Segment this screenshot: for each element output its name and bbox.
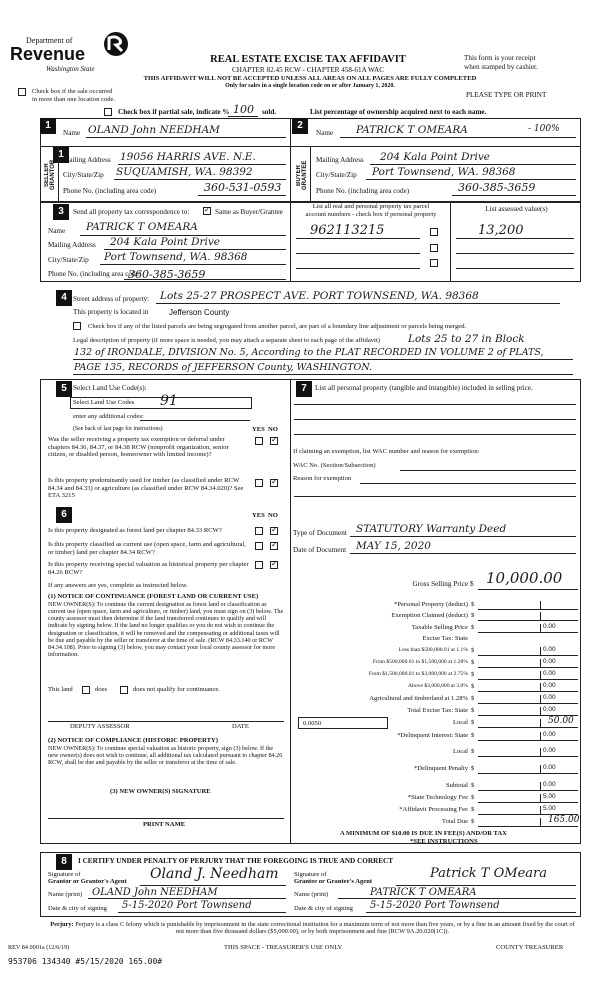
parcel-number[interactable]: 962113215 bbox=[310, 223, 385, 238]
delinq-penalty-value[interactable]: 0.00 bbox=[543, 764, 556, 771]
excise-state-label-label: Excise Tax: State bbox=[422, 635, 468, 642]
grantee-date-city[interactable]: 5-15-2020 Port Townsend bbox=[370, 900, 500, 911]
corr-mail-label: Mailing Address bbox=[48, 241, 96, 249]
taxable-price-label: Taxable Selling Price bbox=[411, 624, 468, 631]
buyer-mail-label: Mailing Address bbox=[316, 156, 364, 164]
tier3-dollar: $ bbox=[471, 671, 475, 678]
exemption-claim-label: If claiming an exemption, list WAC number and reason for exemption: bbox=[293, 448, 480, 455]
tier4-label: Above $3,000,000 at 3.0% bbox=[408, 683, 468, 689]
dor-emblem-icon bbox=[102, 30, 130, 58]
land-not-qualify-label: does not qualify for continuance. bbox=[133, 686, 220, 693]
land-use-label: Select Land Use Code(s): bbox=[73, 384, 147, 392]
doc-date-label: Date of Document bbox=[293, 546, 347, 554]
tech-fee-value[interactable]: 5.00 bbox=[543, 793, 556, 800]
street-label: Street address of property: bbox=[73, 295, 150, 303]
seller-city-label: City/State/Zip bbox=[63, 171, 104, 179]
total-due-value[interactable]: 165.00 bbox=[548, 815, 580, 825]
corr-name-label: Name bbox=[48, 227, 66, 235]
list-percentage-note: List percentage of ownership acquired next to each name. bbox=[310, 108, 487, 116]
multi-location-label1: Check box if the sale occurred bbox=[32, 88, 113, 95]
multi-location-checkbox[interactable] bbox=[18, 88, 26, 96]
land-use-select-label: Select Land Use Codes bbox=[73, 399, 135, 406]
form-title: REAL ESTATE EXCISE TAX AFFIDAVIT bbox=[210, 54, 406, 65]
total-state-dollar: $ bbox=[471, 707, 475, 714]
tier1-label: Less than $500,000.01 at 1.1% bbox=[398, 647, 468, 653]
buyer-percent[interactable]: - 100% bbox=[528, 124, 560, 134]
segregated-checkbox[interactable] bbox=[73, 322, 81, 330]
tier2-label: From $500,000.01 to $1,500,000 at 1.28% bbox=[372, 659, 468, 665]
tier4-value[interactable]: 0.00 bbox=[543, 682, 556, 689]
s6-q3-no[interactable] bbox=[270, 561, 278, 569]
assessed-value[interactable]: 13,200 bbox=[478, 223, 524, 238]
corr-phone[interactable]: 360-385-3659 bbox=[128, 268, 206, 281]
section-6-badge: 6 bbox=[56, 507, 72, 523]
s5-question1: Was the seller receiving a property tax exemption or deferral under chapters 84.36, 84.37, or 84.38 RCW (nonprofit organization, senior citizen, or disabled person, homeowner with limited income)? bbox=[48, 436, 229, 459]
tier2-dollar: $ bbox=[471, 659, 475, 666]
s5-q1-yes[interactable] bbox=[255, 437, 263, 445]
partial-sale-percent[interactable]: 100 bbox=[233, 103, 254, 116]
section-7-badge: 7 bbox=[296, 381, 312, 397]
buyer-side-label: BUYER GRANTEE bbox=[296, 160, 308, 190]
parcel3-personal-checkbox[interactable] bbox=[430, 259, 438, 267]
s6-q2-yes[interactable] bbox=[255, 542, 263, 550]
dept-line2: Revenue bbox=[10, 44, 86, 64]
s6-no-header: NO bbox=[268, 512, 278, 519]
s6-question1: Is this property designated as forest land per chapter 84.33 RCW? bbox=[48, 527, 222, 534]
affidavit-fee-value[interactable]: 5.00 bbox=[543, 805, 556, 812]
perjury-label: Perjury: bbox=[50, 921, 74, 928]
total-state-label: Total Excise Tax: State bbox=[407, 707, 468, 714]
gross-price[interactable]: 10,000.00 bbox=[486, 569, 563, 587]
certify-statement: I CERTIFY UNDER PENALTY OF PERJURY THAT THE FOREGOING IS TRUE AND CORRECT bbox=[78, 857, 393, 865]
tier1-value[interactable]: 0.00 bbox=[543, 646, 556, 653]
type-or-print: PLEASE TYPE OR PRINT bbox=[466, 91, 547, 99]
tier1-dollar: $ bbox=[471, 647, 475, 654]
gross-dollar: $ bbox=[470, 580, 474, 588]
s5-question2: Is this property predominantly used for timber (as classified under RCW 84.34 and 84.33) or agriculture (as classified under RCW 84.34.020)? See ETA 3215 bbox=[48, 477, 244, 500]
seller-phone-label: Phone No. (including area code) bbox=[63, 187, 157, 195]
corr-mail[interactable]: 204 Kala Point Drive bbox=[110, 236, 221, 248]
street-address[interactable]: Lots 25-27 PROSPECT AVE. PORT TOWNSEND, WA. 98368 bbox=[160, 290, 479, 302]
assessed-value-header: List assessed value(s) bbox=[485, 205, 548, 213]
total-due-label: Total Due bbox=[441, 818, 468, 825]
segregated-label: Check box if any of the listed parcels are being segregated from another parcel, are part of a boundary line adjustment or parcels being merged. bbox=[88, 323, 467, 330]
parcel-personal-checkbox[interactable] bbox=[430, 228, 438, 236]
form-note: Only for sales in a single location code on or after January 1, 2020. bbox=[225, 83, 395, 89]
section-1-badge: 1 bbox=[40, 118, 56, 134]
perjury-note bbox=[50, 921, 575, 936]
located-in-label: This property is located in bbox=[73, 308, 149, 316]
buyer-city-label: City/State/Zip bbox=[316, 171, 357, 179]
dept-line3: Washington State bbox=[46, 65, 95, 73]
legal-desc-line2[interactable]: 132 of IRONDALE, DIVISION No. 5, According to the PLAT RECORDED IN VOLUME 2 of PLATS, bbox=[74, 347, 544, 358]
section-1-number: 1 bbox=[53, 147, 69, 163]
s5-q2-yes[interactable] bbox=[255, 479, 263, 487]
delinq-penalty-dollar: $ bbox=[471, 765, 475, 772]
sig-grantor-label2: Grantor or Grantor's Agent bbox=[48, 878, 127, 885]
personal-property-label: *Personal Property (deduct) bbox=[394, 601, 468, 608]
affidavit-fee-dollar: $ bbox=[471, 806, 475, 813]
delinq-local-value[interactable]: 0.00 bbox=[543, 747, 556, 754]
doc-type-label: Type of Document bbox=[293, 529, 347, 537]
s5-yes-header: YES bbox=[252, 426, 265, 433]
s6-q1-no[interactable] bbox=[270, 527, 278, 535]
parcel2-personal-checkbox[interactable] bbox=[430, 244, 438, 252]
wac-label: WAC No. (Section/Subsection) bbox=[293, 462, 376, 469]
corr-city[interactable]: Port Townsend, WA. 98368 bbox=[104, 251, 248, 263]
buyer-phone[interactable]: 360-385-3659 bbox=[458, 181, 536, 194]
exemption-claimed-dollar: $ bbox=[471, 612, 475, 619]
same-as-buyer-checkbox[interactable] bbox=[203, 207, 211, 215]
exemption-claimed-label: Exemption Claimed (deduct) bbox=[391, 612, 468, 619]
total-due-dollar: $ bbox=[471, 818, 475, 825]
corr-city-label: City/State/Zip bbox=[48, 256, 89, 264]
legal-desc-line1[interactable]: Lots 25 to 27 in Block bbox=[408, 333, 525, 345]
grantor-signature[interactable]: Oland J. Needham bbox=[150, 866, 279, 882]
buyer-phone-label: Phone No. (including area code) bbox=[316, 187, 410, 195]
tier2-value[interactable]: 0.00 bbox=[543, 658, 556, 665]
local-tax-label: Local bbox=[452, 719, 468, 726]
land-does-label: does bbox=[95, 686, 108, 693]
personal-property-label: List all personal property (tangible and intangible) included in selling price. bbox=[315, 384, 533, 392]
additional-codes-label: enter any additional codes: bbox=[73, 413, 144, 420]
legal-desc-line3[interactable]: PAGE 135, RECORDS of JEFFERSON County, WASHINGTON. bbox=[74, 362, 373, 373]
section-3-badge: 3 bbox=[53, 204, 69, 220]
dor-logo bbox=[6, 36, 126, 80]
s6-q2-no[interactable] bbox=[270, 542, 278, 550]
land-use-code[interactable]: 91 bbox=[160, 393, 178, 409]
grantee-date-label: Date & city of signing bbox=[294, 905, 353, 912]
perjury-text: Perjury is a class C felony which is punishable by imprisonment in the state correctional institution for a maximum term of not more than five years, or by a fine in an amount fixed by the court of not more than five thousand dollars ($5,000.00), or by both imprisonment and fine (RCW 9A.20.020(1C)). bbox=[75, 921, 575, 936]
s6-q1-yes[interactable] bbox=[255, 527, 263, 535]
tech-fee-dollar: $ bbox=[471, 794, 475, 801]
receipt-stamp: 953706 134340 #5/15/2020 165.00# bbox=[8, 957, 163, 966]
grantor-date-city[interactable]: 5-15-2020 Port Townsend bbox=[122, 900, 252, 911]
rev-number: REV 84 0001a (12/6/19) bbox=[8, 944, 70, 951]
form-subtitle: CHAPTER 82.45 RCW - CHAPTER 458-61A WAC bbox=[231, 66, 385, 74]
s5-no-header: NO bbox=[268, 426, 278, 433]
sig-grantor-label1: Signature of bbox=[48, 871, 81, 878]
section-5-badge: 5 bbox=[56, 381, 72, 397]
legal-desc-label: Legal description of property (if more space is needed, you may attach a separate sheet to each page of the affidavit) bbox=[73, 337, 380, 344]
subtotal-dollar: $ bbox=[471, 782, 475, 789]
parcel-header1: List all real and personal property tax parcel bbox=[312, 203, 430, 210]
parcel-header2: account numbers - check box if personal property bbox=[305, 211, 437, 218]
buyer-name[interactable]: PATRICK T OMEARA bbox=[356, 124, 468, 136]
partial-sale-sold: sold. bbox=[262, 108, 277, 116]
section-2-badge: 2 bbox=[292, 118, 308, 134]
seller-phone[interactable]: 360-531-0593 bbox=[204, 181, 282, 194]
s6-question3: Is this property receiving special valuation as historical property per chapter 84.26 RCW? bbox=[48, 561, 249, 576]
taxable-price-value[interactable]: 0.00 bbox=[543, 623, 556, 630]
tier4-dollar: $ bbox=[471, 683, 475, 690]
seller-mail-label: Mailing Address bbox=[63, 156, 111, 164]
grantor-date-label: Date & city of signing bbox=[48, 905, 107, 912]
agri-tier-value[interactable]: 0.00 bbox=[543, 694, 556, 701]
s5-q1-no[interactable] bbox=[270, 437, 278, 445]
section-8-badge: 8 bbox=[56, 854, 72, 870]
seller-mail[interactable]: 19056 HARRIS AVE. N.E. bbox=[120, 151, 256, 163]
gross-price-label: Gross Selling Price bbox=[412, 580, 468, 588]
subtotal-value[interactable]: 0.00 bbox=[543, 781, 556, 788]
sig-grantee-label1: Signature of bbox=[294, 871, 327, 878]
s6-question2: Is this property classified as current use (open space, farm and agricultural, or timber) land per chapter 84.34 RCW? bbox=[48, 541, 246, 556]
grantee-name-label: Name (print) bbox=[294, 891, 329, 898]
s6-yes-header: YES bbox=[252, 512, 265, 519]
notice2-title: (2) NOTICE OF COMPLIANCE (HISTORIC PROPERTY) bbox=[48, 737, 218, 744]
local-tax-dollar: $ bbox=[471, 719, 475, 726]
delinq-local-label: Local bbox=[452, 748, 468, 755]
tier3-label: From $1,500,000.01 to $3,000,000 at 2.75% bbox=[368, 671, 468, 677]
local-tax-value[interactable]: 50.00 bbox=[548, 716, 574, 726]
buyer-name-label: Name bbox=[316, 129, 334, 137]
buyer-city[interactable]: Port Townsend, WA. 98368 bbox=[372, 166, 516, 178]
delinq-state-label: *Delinquent Interest: State bbox=[397, 732, 468, 739]
s5-q2-no[interactable] bbox=[270, 479, 278, 487]
buyer-mail[interactable]: 204 Kala Point Drive bbox=[380, 151, 491, 163]
seller-side-label: SELLER GRANTOR bbox=[44, 159, 56, 191]
new-owner-signature-label: (3) NEW OWNER(S) SIGNATURE bbox=[110, 788, 211, 795]
min-fee-note: A MINIMUM OF $10.00 IS DUE IN FEE(S) AND/OR TAX bbox=[340, 830, 507, 837]
land-does-checkbox[interactable] bbox=[82, 686, 90, 694]
corr-phone-label: Phone No. (including area code) bbox=[48, 270, 142, 278]
same-as-buyer-label: Same as Buyer/Grantee bbox=[215, 208, 283, 216]
delinq-state-dollar: $ bbox=[471, 732, 475, 739]
partial-sale-label: Check box if partial sale, indicate % bbox=[118, 108, 230, 116]
personal-property-dollar: $ bbox=[471, 601, 475, 608]
total-state-value[interactable]: 0.00 bbox=[543, 706, 556, 713]
corr-name[interactable]: PATRICK T OMEARA bbox=[86, 221, 198, 233]
deputy-assessor-label: DEPUTY ASSESSOR bbox=[70, 723, 130, 730]
grantee-print-name[interactable]: PATRICK T OMEARA bbox=[370, 887, 477, 898]
s6-if-yes: If any answers are yes, complete as instructed below. bbox=[48, 582, 188, 589]
doc-date[interactable]: MAY 15, 2020 bbox=[356, 540, 431, 552]
grantor-print-name[interactable]: OLAND John NEEDHAM bbox=[92, 887, 218, 898]
see-instructions: *SEE INSTRUCTIONS bbox=[410, 838, 478, 845]
exemption-reason-label: Reason for exemption bbox=[293, 475, 352, 482]
delinq-local-dollar: $ bbox=[471, 748, 475, 755]
seller-name-label: Name bbox=[63, 129, 81, 137]
see-back-note: (See back of last page for instructions) bbox=[73, 426, 163, 432]
affidavit-fee-label: *Affidavit Processing Fee bbox=[399, 806, 468, 813]
corr-label: Send all property tax correspondence to: bbox=[73, 208, 190, 216]
county-treasurer: COUNTY TREASURER bbox=[496, 944, 564, 951]
tech-fee-label: *State Technology Fee bbox=[407, 794, 468, 801]
grantee-signature[interactable]: Patrick T OMeara bbox=[430, 866, 547, 881]
seller-name[interactable]: OLAND John NEEDHAM bbox=[88, 124, 220, 136]
local-rate: 0.0050 bbox=[303, 720, 322, 727]
multi-location-label2: in more than one location code. bbox=[32, 96, 116, 103]
doc-type[interactable]: STATUTORY Warranty Deed bbox=[356, 523, 507, 535]
delinq-penalty-label: *Delinquent Penalty bbox=[413, 765, 468, 772]
s6-q3-yes[interactable] bbox=[255, 561, 263, 569]
dept-line1: Department of bbox=[26, 36, 73, 45]
seller-city[interactable]: SUQUAMISH, WA. 98392 bbox=[116, 166, 253, 178]
section-4-badge: 4 bbox=[56, 290, 72, 306]
land-not-qualify-checkbox[interactable] bbox=[120, 686, 128, 694]
notice1-text: NEW OWNER(S): To continue the current designation as forest land or classification as current use (open space, farm and agriculture, or timber) land, you must sign on (3) below. The county assessor must then determine if the land transferred continues to qualify and will indicate by signing below. If the land no longer qualifies or you do not wish to continue the designation or classification, it will be removed and the compensating or additional taxes will be due and payable by the seller or transferor at the time of sale. (RCW 84.33.140 or RCW 84.34.108). Prior to signing (3) below, you may contact your local county assessor for more information. bbox=[48, 601, 284, 658]
receipt-note1: This form is your receipt bbox=[464, 54, 536, 62]
grantor-name-label: Name (print) bbox=[48, 891, 83, 898]
receipt-note2: when stamped by cashier. bbox=[464, 63, 538, 71]
this-land-label: This land bbox=[48, 686, 73, 693]
print-name-label: PRINT NAME bbox=[143, 821, 186, 828]
deputy-date-label: DATE bbox=[232, 723, 249, 730]
delinq-state-value[interactable]: 0.00 bbox=[543, 731, 556, 738]
notice2-text: NEW OWNER(S): To continue special valuation as historic property, sign (3) below. If the new owner(s) does not wish to continue, all additional tax calculated pursuant to chapter 84.26 RCW, shall be due and payable by the seller or transferor at the time of sale. bbox=[48, 745, 283, 767]
sig-grantee-label2: Grantee or Grantee's Agent bbox=[294, 878, 373, 885]
agri-tier-label: Agricultural and timberland at 1.28% bbox=[369, 695, 468, 702]
tier3-value[interactable]: 0.00 bbox=[543, 670, 556, 677]
subtotal-label: Subtotal bbox=[446, 782, 468, 789]
local-rate-box[interactable] bbox=[298, 717, 388, 729]
agri-tier-dollar: $ bbox=[471, 695, 475, 702]
taxable-price-dollar: $ bbox=[471, 624, 475, 631]
partial-sale-checkbox[interactable] bbox=[104, 108, 112, 116]
form-warning: THIS AFFIDAVIT WILL NOT BE ACCEPTED UNLESS ALL AREAS ON ALL PAGES ARE FULLY COMPLETED bbox=[143, 75, 477, 82]
notice1-title: (1) NOTICE OF CONTINUANCE (FOREST LAND OR CURRENT USE) bbox=[48, 593, 259, 600]
treasurer-space: THIS SPACE - TREASURER'S USE ONLY bbox=[224, 944, 343, 951]
county-name: Jefferson County bbox=[169, 308, 230, 317]
